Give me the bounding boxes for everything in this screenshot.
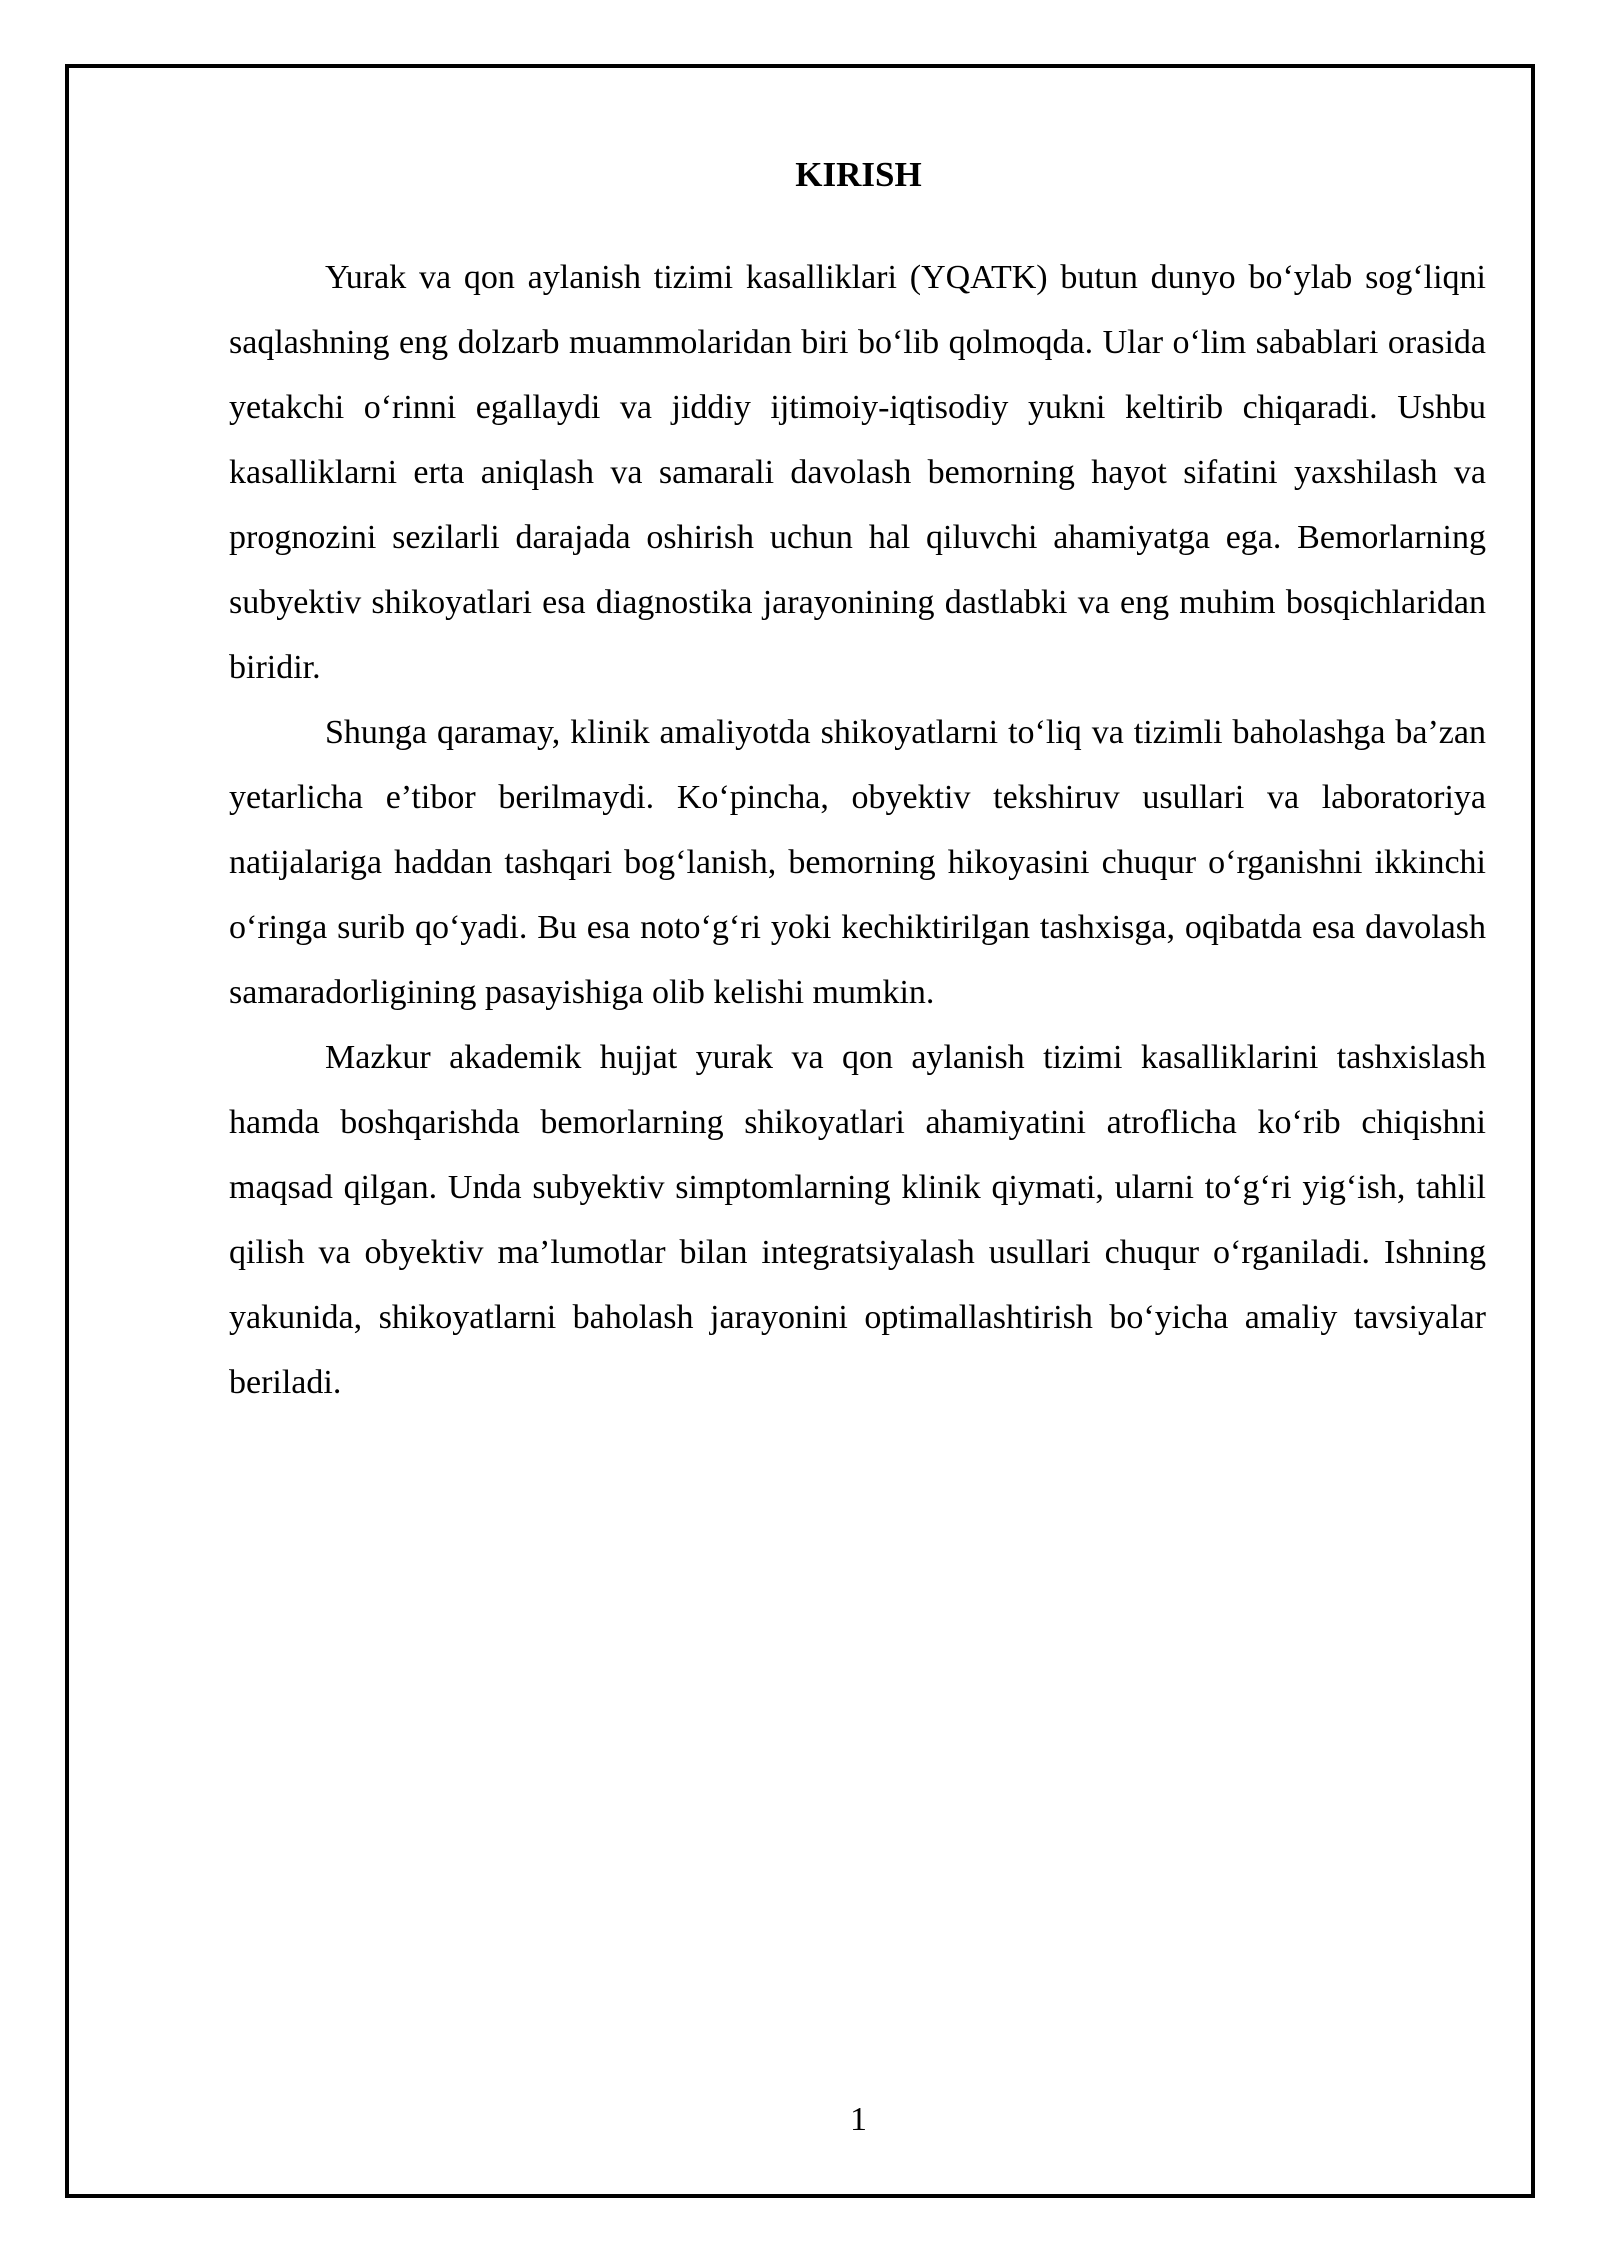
page-number: 1	[850, 2101, 867, 2138]
document-body	[229, 245, 1486, 1415]
paragraph-2: Shunga qaramay, klinik amaliyotda shikoyatlarni to‘liq va tizimli baholashga ba’zan yetarlicha e’tibor berilmaydi. Ko‘pincha, obyektiv tekshiruv usullari va laboratoriya natijalariga haddan tashqari bog‘lanish, bemorning hikoyasini chuqur o‘rganishni ikkinchi o‘ringa surib qo‘yadi. Bu esa noto‘g‘ri yoki kechiktirilgan tashxisga, oqibatda esa davolash samaradorligining pasayishiga olib kelishi mumkin.	[229, 714, 1486, 1011]
paragraph-3: Mazkur akademik hujjat yurak va qon aylanish tizimi kasalliklarini tashxislash hamda boshqarishda bemorlarning shikoyatlari ahamiyatini atroflicha ko‘rib chiqishni maqsad qilgan. Unda subyektiv simptomlarning klinik qiymati, ularni to‘g‘ri yig‘ish, tahlil qilish va obyektiv ma’lumotlar bilan integratsiyalash usullari chuqur o‘rganiladi. Ishning yakunida, shikoyatlarni baholash jarayonini optimallashtirish bo‘yicha amaliy tavsiyalar beriladi.	[229, 1039, 1486, 1401]
page-title: KIRISH	[795, 155, 922, 194]
paragraph-1: Yurak va qon aylanish tizimi kasalliklari (YQATK) butun dunyo bo‘ylab sog‘liqni saqlashning eng dolzarb muammolaridan biri bo‘lib qolmoqda. Ular o‘lim sabablari orasida yetakchi o‘rinni egallaydi va jiddiy ijtimoiy-iqtisodiy yukni keltirib chiqaradi. Ushbu kasalliklarni erta aniqlash va samarali davolash bemorning hayot sifatini yaxshilash va prognozini sezilarli darajada oshirish uchun hal qiluvchi ahamiyatga ega. Bemorlarning subyektiv shikoyatlari esa diagnostika jarayonining dastlabki va eng muhim bosqichlaridan biridir.	[229, 259, 1486, 686]
